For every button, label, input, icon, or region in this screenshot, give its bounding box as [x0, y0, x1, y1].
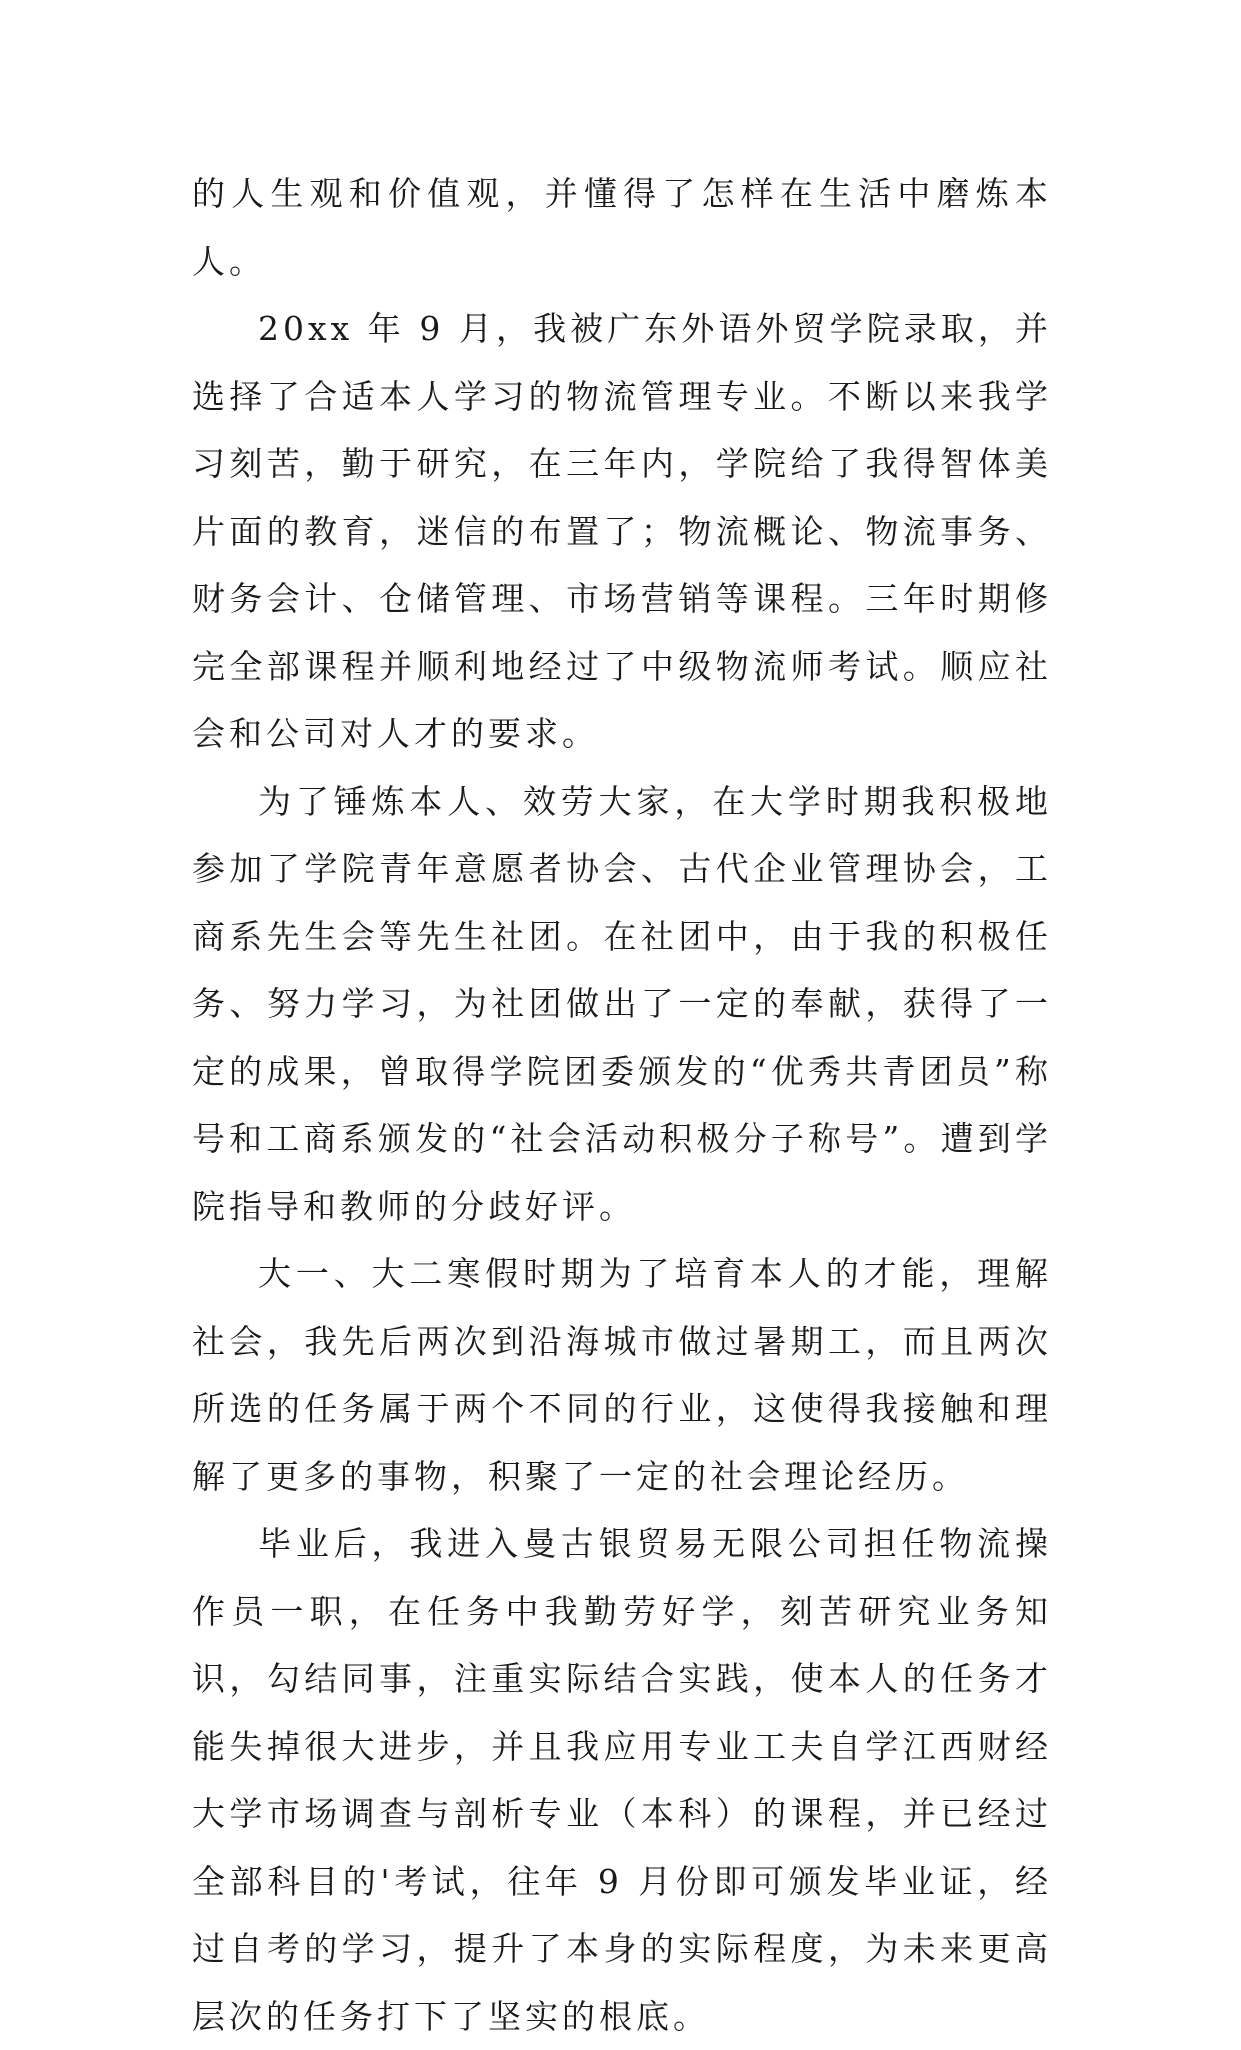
paragraph-4: 大一、大二寒假时期为了培育本人的才能，理解社会，我先后两次到沿海城市做过暑期工，而且两次所选的任务属于两个不同的行业，这使得我接触和理解了更多的事物，积聚了一定的社会理论经历。: [192, 1254, 1052, 1496]
paragraph-1: 的人生观和价值观，并懂得了怎样在生活中磨炼本人。: [192, 174, 1052, 281]
document-body: [192, 160, 1052, 2050]
paragraph-5: 毕业后，我进入曼古银贸易无限公司担任物流操作员一职，在任务中我勤劳好学，刻苦研究业务知识，勾结同事，注重实际结合实践，使本人的任务才能失掉很大进步，并且我应用专业工夫自学江西财经大学市场调查与剖析专业（本科）的课程，并已经过全部科目的'考试，往年 9 月份即可颁发毕业证，经过自考的学习，提升了本身的实际程度，为未来更高层次的任务打下了坚实的根底。: [192, 1524, 1052, 2036]
paragraph-3: 为了锤炼本人、效劳大家，在大学时期我积极地参加了学院青年意愿者协会、古代企业管理协会，工商系先生会等先生社团。在社团中，由于我的积极任务、努力学习，为社团做出了一定的奉献，获得了一定的成果，曾取得学院团委颁发的“优秀共青团员”称号和工商系颁发的“社会活动积极分子称号”。遭到学院指导和教师的分歧好评。: [192, 781, 1052, 1226]
paragraph-2: 20xx 年 9 月，我被广东外语外贸学院录取，并选择了合适本人学习的物流管理专业。不断以来我学习刻苦，勤于研究，在三年内，学院给了我得智体美片面的教育，迷信的布置了；物流概论、物流事务、财务会计、仓储管理、市场营销等课程。三年时期修完全部课程并顺利地经过了中级物流师考试。顺应社会和公司对人才的要求。: [192, 309, 1052, 753]
